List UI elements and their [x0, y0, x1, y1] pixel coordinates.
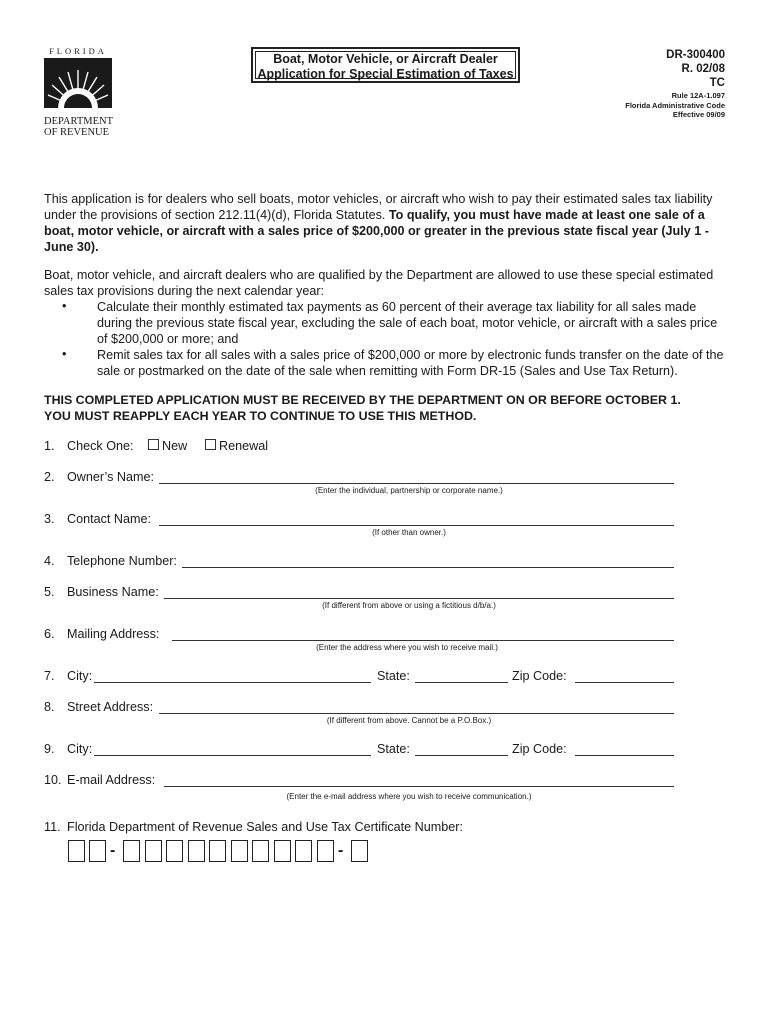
- intro-paragraph: [44, 191, 730, 255]
- zip-field[interactable]: [575, 682, 674, 683]
- telephone-label: Telephone Number:: [67, 554, 177, 568]
- contact-name-field[interactable]: [159, 525, 674, 526]
- business-name-field[interactable]: [164, 598, 674, 599]
- bullet-item: Remit sales tax for all sales with a sales price of $200,000 or more by electronic funds transfer on the date of the sale or postmarked on the date of the sale when remitting with Form DR-15 (Sales and Use Tax Return).: [97, 348, 724, 378]
- renewal-option-label: Renewal: [219, 439, 269, 453]
- state-label: State:: [377, 742, 410, 756]
- field-number: 2.: [44, 470, 55, 484]
- bullet-item: Calculate their monthly estimated tax payments as 60 percent of their average tax liability for all sales made during the previous state fiscal year, excluding the sale of each boat, motor vehicle, or aircraft with a sales price of $200,000 or more; and: [97, 300, 718, 346]
- field-number: 9.: [44, 742, 55, 756]
- certificate-dash: -: [110, 842, 116, 859]
- intro-qualify-text: To qualify, you must have made at least one sale of a boat, motor vehicle, or aircraft with a sales price of $200,000 or greater in the previous state fiscal year (July 1 - June 30).: [44, 208, 709, 254]
- street-address-field[interactable]: [159, 713, 674, 714]
- certificate-digit-box[interactable]: [123, 840, 140, 862]
- logo-dept-line2: OF REVENUE: [44, 127, 110, 138]
- email-hint: (Enter the e-mail address where you wish to receive communication.): [286, 792, 532, 801]
- city-label: City:: [67, 669, 93, 683]
- business-name-hint: (If different from above or using a fictitious d/b/a.): [322, 601, 496, 610]
- owner-name-field[interactable]: [159, 483, 674, 484]
- form-effective-date: Effective 09/09: [672, 110, 725, 119]
- bullet-dot: •: [62, 347, 67, 361]
- owner-name-hint: (Enter the individual, partnership or corporate name.): [315, 486, 503, 495]
- logo-florida-word: FLORIDA: [49, 46, 107, 56]
- form-revision: R. 02/08: [681, 63, 725, 75]
- field-number: 10.: [44, 773, 62, 787]
- street-address-hint: (If different from above. Cannot be a P.O.Box.): [326, 716, 492, 725]
- city-label: City:: [67, 742, 93, 756]
- form-title-box: [251, 47, 520, 83]
- certificate-digit-box[interactable]: [295, 840, 312, 862]
- field-number: 5.: [44, 585, 55, 599]
- certificate-dash: -: [338, 842, 344, 859]
- telephone-field[interactable]: [182, 567, 674, 568]
- zip-field[interactable]: [575, 755, 674, 756]
- certificate-digit-box[interactable]: [317, 840, 334, 862]
- provisions-paragraph: Boat, motor vehicle, and aircraft dealers who are qualified by the Department are allowed to use these special estimated sales tax provisions during the next calendar year:: [44, 268, 714, 298]
- form-rule: Rule 12A-1.097: [671, 91, 725, 100]
- field-number: 1.: [44, 439, 55, 453]
- field-number: 7.: [44, 669, 55, 683]
- certificate-digit-box[interactable]: [252, 840, 269, 862]
- form-title-line1: Boat, Motor Vehicle, or Aircraft Dealer: [273, 52, 498, 66]
- owner-name-label: Owner’s Name:: [67, 470, 155, 484]
- street-address-label: Street Address:: [67, 700, 154, 714]
- form-admin-code: Florida Administrative Code: [625, 100, 725, 110]
- city-field[interactable]: [94, 755, 371, 756]
- intro-plain-text: This application is for dealers who sell boats, motor vehicles, or aircraft who wish to pay their estimated sales tax liability under the provisions of section 212.11(4)(d), Florida Statutes.: [44, 192, 713, 222]
- renewal-checkbox[interactable]: [205, 439, 216, 450]
- form-number: DR-300400: [666, 49, 725, 61]
- deadline-notice: THIS COMPLETED APPLICATION MUST BE RECEIVED BY THE DEPARTMENT ON OR BEFORE OCTOBER 1.: [44, 393, 681, 407]
- city-field[interactable]: [94, 682, 371, 683]
- email-field[interactable]: [164, 786, 674, 787]
- state-field[interactable]: [415, 682, 508, 683]
- mailing-address-label: Mailing Address:: [67, 627, 160, 641]
- certificate-digit-box[interactable]: [351, 840, 368, 862]
- florida-dor-logo: [44, 46, 112, 138]
- certificate-digit-box[interactable]: [188, 840, 205, 862]
- form-suffix: TC: [709, 77, 725, 89]
- mailing-address-hint: (Enter the address where you wish to receive mail.): [316, 643, 498, 652]
- new-checkbox[interactable]: [148, 439, 159, 450]
- state-field[interactable]: [415, 755, 508, 756]
- form-title-line2: Application for Special Estimation of Taxes: [257, 67, 514, 81]
- form-id-block: [625, 48, 725, 120]
- reapply-notice: YOU MUST REAPPLY EACH YEAR TO CONTINUE TO USE THIS METHOD.: [44, 409, 477, 423]
- field-number: 11.: [44, 820, 61, 834]
- field-number: 3.: [44, 512, 55, 526]
- field-number: 4.: [44, 554, 55, 568]
- certificate-digit-box[interactable]: [166, 840, 183, 862]
- business-name-label: Business Name:: [67, 585, 159, 599]
- check-one-label: Check One:: [67, 439, 134, 453]
- certificate-digit-box[interactable]: [145, 840, 162, 862]
- contact-name-label: Contact Name:: [67, 512, 151, 526]
- certificate-digit-box[interactable]: [89, 840, 106, 862]
- new-option-label: New: [162, 439, 188, 453]
- certificate-digit-box[interactable]: [209, 840, 226, 862]
- state-label: State:: [377, 669, 410, 683]
- field-number: 8.: [44, 700, 55, 714]
- field-number: 6.: [44, 627, 55, 641]
- zip-label: Zip Code:: [512, 742, 567, 756]
- logo-dept-line1: DEPARTMENT: [44, 116, 113, 127]
- contact-name-hint: (If other than owner.): [372, 528, 446, 537]
- certificate-digit-box[interactable]: [68, 840, 85, 862]
- sunburst-icon: [44, 58, 112, 114]
- certificate-number-label: Florida Department of Revenue Sales and Use Tax Certificate Number:: [67, 820, 463, 834]
- zip-label: Zip Code:: [512, 669, 567, 683]
- mailing-address-field[interactable]: [172, 640, 674, 641]
- bullet-dot: •: [62, 299, 67, 313]
- certificate-digit-box[interactable]: [231, 840, 248, 862]
- email-label: E-mail Address:: [67, 773, 156, 787]
- certificate-digit-box[interactable]: [274, 840, 291, 862]
